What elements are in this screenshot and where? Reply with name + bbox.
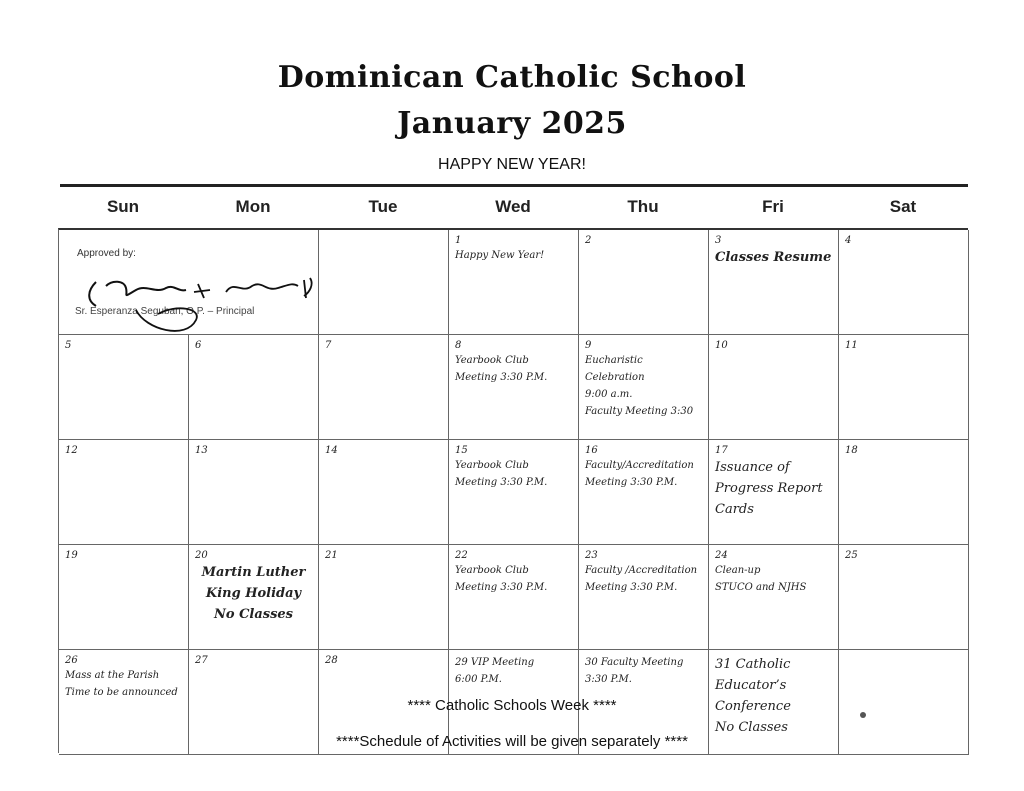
- weekday-wed: Wed: [495, 197, 531, 216]
- event-text: 29 VIP Meeting: [455, 657, 535, 668]
- event-text: Conference: [715, 699, 791, 714]
- event-text: Progress Report: [715, 481, 823, 496]
- day-cell-11: [839, 335, 969, 440]
- top-divider: [60, 184, 968, 187]
- event-text: Martin Luther: [201, 565, 306, 580]
- greeting: HAPPY NEW YEAR!: [438, 156, 586, 173]
- day-number: 9: [585, 340, 592, 351]
- day-number: 6: [195, 340, 202, 351]
- day-number: 1: [455, 235, 462, 246]
- day-number: 17: [715, 445, 728, 456]
- day-number: 12: [65, 445, 78, 456]
- event-text: Issuance of: [715, 460, 790, 475]
- day-cell-18: [839, 440, 969, 545]
- day-cell-7: [319, 335, 449, 440]
- event-text: Meeting 3:30 P.M.: [585, 477, 678, 488]
- event-text: 3:30 P.M.: [585, 674, 632, 685]
- day-number: 3: [715, 235, 722, 246]
- day-number: 2: [585, 235, 592, 246]
- event-text: Clean-up: [715, 565, 761, 576]
- event-text: Faculty /Accreditation: [585, 565, 698, 576]
- event-text: Classes Resume: [715, 250, 832, 265]
- day-number: 22: [455, 550, 468, 561]
- day-number: 13: [195, 445, 208, 456]
- event-text: 6:00 P.M.: [455, 674, 502, 685]
- day-cell-6: [189, 335, 319, 440]
- day-cell-4: [839, 230, 969, 335]
- weekday-sat: Sat: [889, 197, 917, 216]
- weekday-fri: Fri: [762, 197, 784, 216]
- weekday-tue: Tue: [368, 197, 398, 216]
- day-number: 24: [715, 550, 728, 561]
- event-text: STUCO and NJHS: [715, 582, 807, 593]
- weekday-mon: Mon: [235, 197, 271, 216]
- day-cell-17: [709, 440, 839, 545]
- day-cell-24: [709, 545, 839, 650]
- event-text: Faculty/Accreditation: [585, 460, 694, 471]
- event-text: 30 Faculty Meeting: [585, 657, 684, 668]
- day-number: 4: [845, 235, 852, 246]
- event-text: Cards: [715, 502, 754, 517]
- event-text: 31 Catholic: [715, 657, 791, 672]
- day-cell-9: [579, 335, 709, 440]
- day-cell-15: [449, 440, 579, 545]
- day-number: 14: [325, 445, 338, 456]
- day-cell-10: [709, 335, 839, 440]
- event-text: Mass at the Parish: [65, 670, 160, 681]
- event-text: No Classes: [213, 607, 293, 622]
- month-title: January 2025: [397, 106, 627, 141]
- approved-label: Approved by:: [77, 248, 136, 259]
- day-number: 11: [845, 340, 858, 351]
- event-text: Meeting 3:30 P.M.: [455, 477, 548, 488]
- day-number: 27: [195, 655, 208, 666]
- day-cell-13: [189, 440, 319, 545]
- day-number: 25: [845, 550, 858, 561]
- day-cell-5: [59, 335, 189, 440]
- event-text: 9:00 a.m.: [585, 389, 633, 400]
- day-number: 23: [585, 550, 598, 561]
- day-cell-21: [319, 545, 449, 650]
- event-text: Happy New Year!: [455, 250, 545, 261]
- day-number: 28: [325, 655, 338, 666]
- event-text: No Classes: [715, 720, 788, 735]
- day-number: 18: [845, 445, 858, 456]
- weekday-thu: Thu: [627, 197, 659, 216]
- weekday-header: [58, 194, 968, 224]
- event-text: King Holiday: [205, 586, 302, 601]
- day-cell-3: [709, 230, 839, 335]
- ink-dot: [860, 712, 866, 718]
- event-text: Yearbook Club: [455, 460, 529, 471]
- day-number: 10: [715, 340, 728, 351]
- day-number: 7: [325, 340, 332, 351]
- event-text: Educator’s: [715, 678, 787, 693]
- day-cell-22: [449, 545, 579, 650]
- day-number: 8: [455, 340, 462, 351]
- day-cell-empty: [319, 230, 449, 335]
- schedule-note: ****Schedule of Activities will be given separately ****: [336, 733, 688, 750]
- event-text: Yearbook Club: [455, 355, 529, 366]
- day-number: 5: [65, 340, 72, 351]
- weekday-sun: Sun: [106, 197, 140, 216]
- day-number: 21: [325, 550, 338, 561]
- day-number: 19: [65, 550, 78, 561]
- event-text: Meeting 3:30 P.M.: [455, 372, 548, 383]
- day-number: 20: [195, 550, 208, 561]
- catholic-schools-week-banner: **** Catholic Schools Week ****: [407, 697, 617, 714]
- event-text: Celebration: [585, 372, 645, 383]
- day-cell-12: [59, 440, 189, 545]
- school-title: Dominican Catholic School: [277, 60, 747, 95]
- day-cell-16: [579, 440, 709, 545]
- day-cell-19: [59, 545, 189, 650]
- event-text: Meeting 3:30 P.M.: [585, 582, 678, 593]
- day-number: 16: [585, 445, 598, 456]
- day-cell-23: [579, 545, 709, 650]
- event-text: Time to be announced: [65, 687, 178, 698]
- signature-image: [66, 270, 326, 340]
- event-text: Faculty Meeting 3:30: [585, 406, 694, 417]
- day-number: 26: [65, 655, 78, 666]
- day-cell-2: [579, 230, 709, 335]
- principal-name: Sr. Esperanza Seguban, O.P. – Principal: [75, 306, 255, 317]
- day-cell-14: [319, 440, 449, 545]
- event-text: Eucharistic: [585, 355, 643, 366]
- day-cell-25: [839, 545, 969, 650]
- day-cell-1: [449, 230, 579, 335]
- event-text: Meeting 3:30 P.M.: [455, 582, 548, 593]
- day-cell-20: [189, 545, 319, 650]
- day-cell-8: [449, 335, 579, 440]
- event-text: Yearbook Club: [455, 565, 529, 576]
- day-number: 15: [455, 445, 468, 456]
